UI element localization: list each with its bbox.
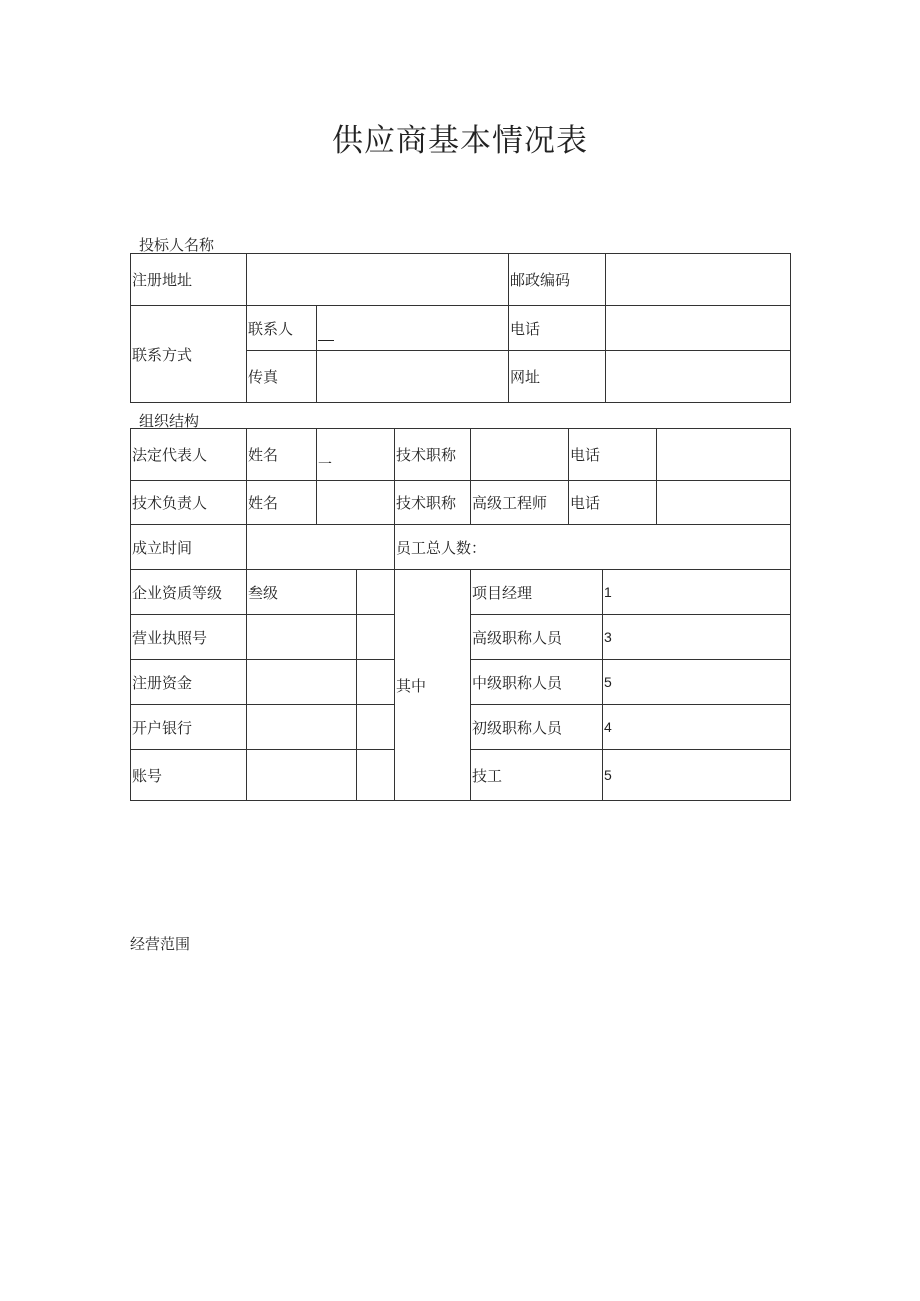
phone-value[interactable]	[606, 306, 791, 351]
founded-label: 成立时间	[131, 525, 247, 570]
contact-person-label: 联系人	[247, 306, 317, 351]
staff-role: 技工	[471, 750, 603, 801]
legal-rep-label: 法定代表人	[131, 429, 247, 481]
website-label: 网址	[509, 351, 606, 403]
staff-count: 4	[603, 705, 791, 750]
legal-rep-title-label: 技术职称	[395, 429, 471, 481]
postcode-value[interactable]	[606, 254, 791, 306]
reg-capital-extra[interactable]	[357, 660, 395, 705]
staff-role: 初级职称人员	[471, 705, 603, 750]
bank-value[interactable]	[247, 705, 357, 750]
tech-head-name-label: 姓名	[247, 481, 317, 525]
reg-capital-label: 注册资金	[131, 660, 247, 705]
org-structure-table	[130, 428, 791, 801]
among-label: 其中	[395, 570, 471, 801]
staff-count: 3	[603, 615, 791, 660]
tech-head-label: 技术负责人	[131, 481, 247, 525]
bidder-name-label: 投标人名称	[139, 236, 215, 254]
fax-value[interactable]	[317, 351, 509, 403]
account-value[interactable]	[247, 750, 357, 801]
name-mark: 一	[318, 456, 332, 473]
contact-info-table	[130, 253, 791, 403]
tech-head-phone-label: 电话	[569, 481, 657, 525]
license-no-label: 营业执照号	[131, 615, 247, 660]
account-label: 账号	[131, 750, 247, 801]
reg-capital-value[interactable]	[247, 660, 357, 705]
license-no-extra[interactable]	[357, 615, 395, 660]
legal-rep-name-value[interactable]	[317, 429, 395, 481]
tech-head-title-label: 技术职称	[395, 481, 471, 525]
legal-rep-title-value[interactable]	[471, 429, 569, 481]
staff-role: 高级职称人员	[471, 615, 603, 660]
blank-underline	[318, 326, 334, 341]
postcode-label: 邮政编码	[509, 254, 606, 306]
tech-head-phone-value[interactable]	[657, 481, 791, 525]
staff-role: 中级职称人员	[471, 660, 603, 705]
tech-head-title-value: 高级工程师	[471, 481, 569, 525]
founded-value[interactable]	[247, 525, 395, 570]
website-value[interactable]	[606, 351, 791, 403]
total-staff-label: 员工总人数：	[395, 525, 791, 570]
staff-count: 1	[603, 570, 791, 615]
account-extra[interactable]	[357, 750, 395, 801]
staff-count: 5	[603, 750, 791, 801]
contact-method-label: 联系方式	[131, 306, 247, 403]
reg-address-label: 注册地址	[131, 254, 247, 306]
legal-rep-phone-label: 电话	[569, 429, 657, 481]
legal-rep-phone-value[interactable]	[657, 429, 791, 481]
legal-rep-name-label: 姓名	[247, 429, 317, 481]
staff-count: 5	[603, 660, 791, 705]
bank-label: 开户银行	[131, 705, 247, 750]
bank-extra[interactable]	[357, 705, 395, 750]
reg-address-value[interactable]	[247, 254, 509, 306]
tech-head-name-value[interactable]	[317, 481, 395, 525]
business-scope-label: 经营范围	[130, 935, 191, 953]
page-title: 供应商基本情况表	[332, 123, 588, 159]
staff-role: 项目经理	[471, 570, 603, 615]
fax-label: 传真	[247, 351, 317, 403]
contact-person-value[interactable]	[317, 306, 509, 351]
qual-level-extra[interactable]	[357, 570, 395, 615]
qual-level-value: 叁级	[247, 570, 357, 615]
org-structure-label: 组织结构	[139, 412, 200, 430]
phone-label: 电话	[509, 306, 606, 351]
qual-level-label: 企业资质等级	[131, 570, 247, 615]
license-no-value[interactable]	[247, 615, 357, 660]
